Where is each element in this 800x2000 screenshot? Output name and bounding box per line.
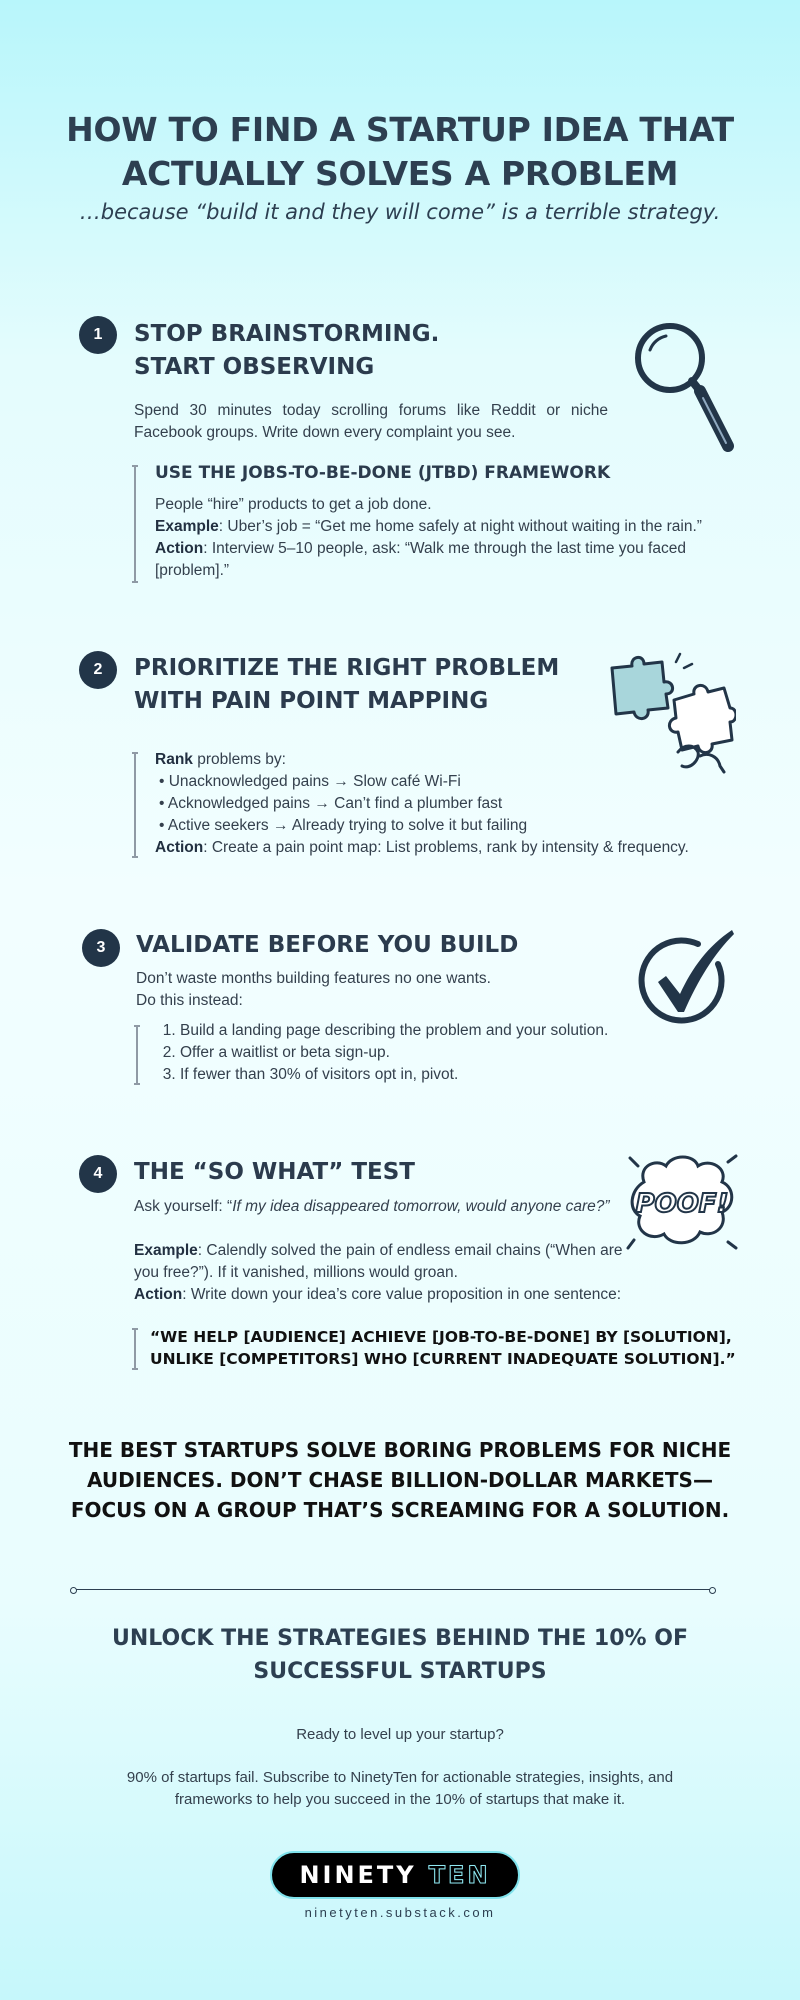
page-title: [40, 108, 760, 196]
section-3-step-1: 1. Build a landing page describing the problem and your solution.: [180, 1020, 638, 1042]
section-1-accent-bar: [134, 465, 136, 583]
section-1-example-text: : Uber’s job = “Get me home safely at night without waiting in the rain.”: [218, 518, 702, 535]
section-3-intro-line-1: Don’t waste months building features no one wants.: [136, 970, 491, 987]
section-2-accent-bar: [134, 752, 136, 858]
logo-word-ten: TEN: [428, 1861, 491, 1889]
section-2-ranking: [155, 749, 745, 859]
section-2-action: [155, 837, 745, 859]
section-3-intro-line-2: Do this instead:: [136, 992, 243, 1009]
section-1-title-line-1: STOP BRAINSTORMING.: [134, 321, 440, 347]
section-1-action-text: : Interview 5–10 people, ask: “Walk me through the last time you faced [problem].”: [155, 540, 686, 579]
section-2-pain-list: [155, 771, 745, 837]
section-4-ask: [134, 1196, 634, 1218]
section-2-pain-item-3: • Active seekers → Already trying to solve it but failing: [159, 817, 528, 834]
section-1-action-label: Action: [155, 540, 204, 557]
section-3-number-badge: 3: [82, 929, 120, 967]
section-4-action-text: : Write down your idea’s core value proposition in one sentence:: [182, 1286, 622, 1303]
section-2-number-badge: 2: [79, 651, 117, 689]
cta-description: 90% of startups fail. Subscribe to NinetyTen for actionable strategies, insights, and frameworks to help you succeed in the 10% of startups that make it.: [126, 1769, 674, 1808]
cta-title-line-1: UNLOCK THE STRATEGIES BEHIND THE 10% OF: [112, 1626, 688, 1651]
section-2-action-text: : Create a pain point map: List problems, rank by intensity & frequency.: [203, 839, 689, 856]
page-subtitle: …because “build it and they will come” is a terrible strategy.: [79, 200, 721, 224]
section-1-framework-text: [155, 494, 725, 582]
section-3-title: VALIDATE BEFORE YOU BUILD: [136, 932, 519, 958]
section-1-number-badge: 1: [79, 316, 117, 354]
section-1-example: [155, 516, 725, 538]
cta-title-line-2: SUCCESSFUL STARTUPS: [253, 1659, 547, 1684]
logo-word-ninety: NINETY: [299, 1861, 417, 1889]
section-2-rank-line: [155, 749, 745, 771]
section-4-example-block: [134, 1240, 634, 1306]
section-3-step-3: 3. If fewer than 30% of visitors opt in, pivot.: [180, 1064, 638, 1086]
poof-icon-text: POOF!: [635, 1189, 729, 1219]
section-3-accent-bar: [136, 1025, 138, 1085]
cta-question: Ready to level up your startup?: [296, 1726, 504, 1743]
section-4-title: THE “SO WHAT” TEST: [134, 1159, 415, 1185]
section-2-rank-text: problems by:: [192, 751, 286, 768]
section-1-framework-line: People “hire” products to get a job done.: [155, 496, 432, 513]
section-1-subheading: USE THE JOBS-TO-BE-DONE (JTBD) FRAMEWORK: [155, 463, 611, 483]
poof-icon: [624, 1152, 740, 1254]
section-divider: [74, 1589, 712, 1590]
cta-title: [80, 1622, 720, 1688]
section-2-title-line-1: PRIORITIZE THE RIGHT PROBLEM: [134, 655, 560, 681]
section-4-ask-prefix: Ask yourself: “: [134, 1198, 233, 1215]
ninetyten-logo[interactable]: [270, 1851, 520, 1899]
section-4-example-text: : Calendly solved the pain of endless email chains (“When are you free?”). If it vanished, millions would groan.: [134, 1242, 623, 1281]
value-proposition-template: [150, 1326, 750, 1370]
section-2-title: [134, 652, 559, 718]
section-2-title-line-2: WITH PAIN POINT MAPPING: [134, 688, 489, 714]
section-3-steps: [158, 1020, 638, 1086]
value-proposition-line-1: “WE HELP [AUDIENCE] ACHIEVE [JOB-TO-BE-DONE] BY [SOLUTION],: [150, 1328, 732, 1346]
section-1-example-label: Example: [155, 518, 219, 535]
key-takeaway-line-3: FOCUS ON A GROUP THAT’S SCREAMING FOR A SOLUTION.: [70, 1498, 730, 1522]
section-2-pain-item-1: • Unacknowledged pains → Slow café Wi-Fi: [159, 773, 461, 790]
section-4-example: [134, 1240, 634, 1284]
section-1-title-line-2: START OBSERVING: [134, 354, 375, 380]
magnifying-glass-icon: [630, 318, 736, 454]
section-3-step-2: 2. Offer a waitlist or beta sign-up.: [180, 1042, 638, 1064]
section-1-action: [155, 538, 725, 582]
page-title-line-2: ACTUALLY SOLVES A PROBLEM: [121, 154, 679, 193]
newsletter-url[interactable]: ninetyten.substack.com: [304, 1905, 496, 1920]
section-4-ask-question: If my idea disappeared tomorrow, would anyone care?”: [232, 1198, 610, 1215]
key-takeaway-line-1: THE BEST STARTUPS SOLVE BORING PROBLEMS FOR NICHE: [68, 1438, 732, 1462]
checkmark-icon: [636, 930, 736, 1028]
section-3-intro: [136, 968, 596, 1012]
section-2-action-label: Action: [155, 839, 204, 856]
section-2-pain-item-2: • Acknowledged pains → Can’t find a plumber fast: [159, 795, 503, 812]
section-4-action: [134, 1284, 694, 1306]
section-2-rank-label: Rank: [155, 751, 193, 768]
section-4-action-label: Action: [134, 1286, 183, 1303]
value-proposition-line-2: UNLIKE [COMPETITORS] WHO [CURRENT INADEQUATE SOLUTION].”: [150, 1350, 736, 1368]
section-4-accent-bar: [134, 1328, 136, 1370]
section-4-example-label: Example: [134, 1242, 198, 1259]
section-1-intro: Spend 30 minutes today scrolling forums like Reddit or niche Facebook groups. Write down every complaint you see.: [134, 402, 608, 441]
key-takeaway: [60, 1435, 740, 1525]
page-title-line-1: HOW TO FIND A STARTUP IDEA THAT: [66, 110, 734, 149]
section-3-step-list: [158, 1020, 638, 1086]
section-1-title: [134, 318, 439, 384]
section-4-number-badge: 4: [79, 1155, 117, 1193]
key-takeaway-line-2: AUDIENCES. DON’T CHASE BILLION-DOLLAR MARKETS—: [87, 1468, 713, 1492]
